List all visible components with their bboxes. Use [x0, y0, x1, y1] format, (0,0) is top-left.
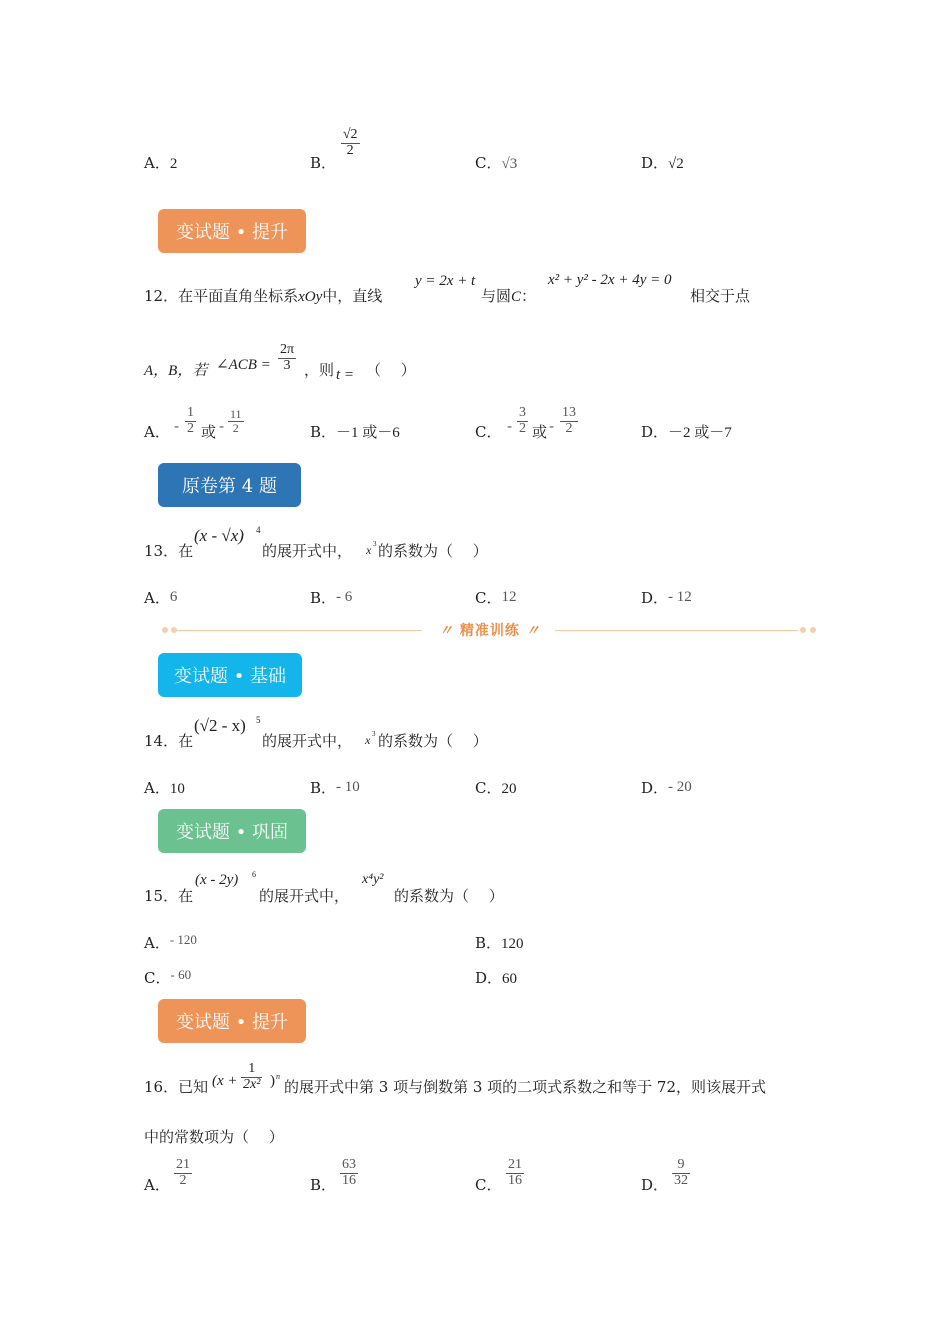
numerator: 21	[508, 1157, 522, 1172]
option-value: - 120	[169, 932, 197, 947]
option-fraction	[341, 128, 360, 158]
question-16	[144, 1060, 824, 1104]
q13-options	[144, 587, 784, 607]
q16-option-b	[340, 1158, 358, 1188]
q11-option-b	[310, 128, 360, 173]
option-label: A．	[144, 779, 170, 797]
badge-original-question	[158, 463, 301, 507]
q12-text: 与圆	[481, 287, 512, 305]
option-value: - 12	[668, 589, 692, 605]
question-number: 15．	[144, 887, 179, 905]
numerator: 13	[562, 405, 576, 420]
numerator: 11	[230, 407, 242, 421]
q15-option-d	[475, 967, 517, 988]
denominator: 16	[342, 1172, 356, 1188]
option-value: 60	[502, 971, 518, 987]
q13-option-c	[475, 587, 516, 608]
denominator: 2	[187, 420, 194, 436]
numerator: 2π	[280, 342, 295, 357]
badge-label: 变试题 • 提升	[175, 1012, 289, 1033]
option-label: D．	[475, 969, 503, 987]
exponent: n	[276, 1072, 280, 1081]
q13-text: 的系数为（ ）	[378, 542, 488, 560]
q14-options	[144, 777, 784, 797]
q15-option-c	[144, 967, 191, 988]
option-value: 12	[501, 589, 517, 605]
option-label: B．	[310, 1176, 337, 1194]
question-14	[144, 715, 784, 749]
option-fraction	[228, 408, 244, 434]
option-value: - 6	[336, 589, 353, 605]
q14-text: 的展开式中，	[262, 732, 353, 750]
numerator: √2	[342, 127, 358, 142]
option-label: C．	[144, 969, 171, 987]
q16-options	[144, 1158, 784, 1202]
option-label: C．	[475, 1176, 502, 1194]
denominator: 16	[508, 1172, 522, 1188]
option-label: A．	[144, 934, 170, 952]
minus-sign: -	[174, 417, 180, 435]
q16-text: 的展开式中第 3 项与倒数第 3 项的二项式系数之和等于 72，则该展开式	[284, 1078, 767, 1096]
option-fraction	[560, 406, 578, 436]
q16-text-line2: 中的常数项为（ ）	[144, 1128, 284, 1146]
q16-option-c	[506, 1158, 524, 1188]
question-15	[144, 870, 784, 904]
q15-text: 的展开式中，	[259, 887, 350, 905]
option-label: A．	[144, 1176, 170, 1194]
denominator: 2	[232, 420, 239, 435]
question-13	[144, 525, 784, 559]
q14-text: 在	[178, 732, 194, 750]
divider-label	[439, 620, 541, 640]
q16-option-a	[174, 1158, 192, 1188]
q12-circle-text	[481, 285, 536, 306]
minus-sign: -	[219, 417, 225, 435]
t-expr: t =	[336, 367, 355, 383]
q12-option-d	[641, 421, 732, 442]
q13-option-b	[310, 587, 352, 608]
badge-label: 变试题 • 巩固	[175, 822, 289, 843]
badge-variant-upgrade	[158, 999, 306, 1043]
exponent: 4	[256, 525, 261, 535]
answer-blank: （ ）	[366, 361, 416, 379]
denominator: 2	[179, 1172, 187, 1188]
exponent: 5	[256, 715, 261, 725]
or-text: 或	[201, 423, 217, 441]
option-label: B．	[310, 589, 337, 607]
numerator: 21	[176, 1157, 190, 1172]
q14-option-d	[641, 777, 692, 798]
denominator: 3	[283, 357, 291, 373]
slash-deco-icon: 〃	[439, 623, 454, 639]
option-value: - 60	[170, 967, 192, 982]
option-value: - 10	[336, 779, 360, 795]
q16-option-d	[672, 1158, 690, 1188]
option-label: B．	[310, 423, 337, 441]
q12-line1	[144, 285, 382, 306]
q12-text: 中，直线	[322, 287, 383, 305]
option-value: 20	[501, 781, 517, 797]
option-value: 10	[169, 781, 185, 797]
binomial-expr: (x - 2y)	[195, 872, 239, 888]
divider-dot	[810, 627, 816, 633]
badge-variant-upgrade	[158, 209, 306, 253]
q13-option-a	[144, 587, 177, 608]
q15-options	[144, 932, 784, 992]
question-number: 14．	[144, 732, 179, 750]
q14-text: 的系数为（ ）	[378, 732, 488, 750]
q11-option-c	[475, 152, 517, 173]
option-value: 120	[501, 936, 524, 952]
question-number: 13．	[144, 542, 179, 560]
option-label: D．	[641, 589, 669, 607]
q12-option-b	[310, 421, 400, 442]
binomial-fraction	[241, 1062, 262, 1092]
divider-dot	[800, 627, 806, 633]
section-divider	[162, 622, 818, 638]
numerator: 63	[342, 1157, 356, 1172]
badge-variant-consolidate	[158, 809, 306, 853]
q13-prefix	[144, 540, 193, 561]
minus-sign: -	[507, 417, 513, 435]
option-label: C．	[475, 154, 502, 172]
term-var: x	[366, 543, 372, 557]
option-value: √3	[501, 156, 518, 172]
option-value: √2	[668, 156, 684, 172]
q12-text: 相交于点	[690, 287, 751, 305]
option-label: C．	[475, 779, 502, 797]
or-text: 或	[532, 423, 548, 441]
option-value: －1 或－6	[336, 425, 400, 441]
q15-text: 的系数为（ ）	[394, 887, 504, 905]
numerator: 3	[519, 405, 526, 420]
option-label: B．	[310, 779, 337, 797]
q12-var: xOy	[298, 289, 323, 305]
option-label: D．	[641, 779, 669, 797]
q16-prefix	[144, 1076, 208, 1097]
divider-line	[555, 630, 798, 631]
q11-option-a	[144, 152, 177, 173]
q14-option-a	[144, 777, 185, 798]
option-label: B．	[475, 934, 502, 952]
numerator: 1	[187, 405, 194, 420]
circle-name: C	[511, 289, 522, 305]
q15-prefix	[144, 885, 193, 906]
badge-label: 原卷第 4 题	[182, 476, 277, 497]
denominator: 32	[674, 1172, 688, 1188]
exponent: 6	[252, 870, 256, 879]
q15-option-a	[144, 932, 197, 953]
q15-text: 在	[178, 887, 194, 905]
q14-option-c	[475, 777, 516, 798]
denominator: 2x²	[243, 1076, 261, 1092]
angle-expr: ∠ACB =	[216, 357, 271, 373]
slash-deco-icon: 〃	[525, 623, 541, 639]
question-number: 16．	[144, 1078, 179, 1096]
option-label: D．	[641, 154, 669, 172]
option-label: A．	[144, 423, 170, 441]
option-value: - 20	[668, 779, 692, 795]
binomial-expr: (√2 - x)	[194, 716, 246, 735]
q12-text: ，则	[304, 361, 335, 379]
option-fraction	[185, 406, 196, 436]
numerator: 9	[672, 1158, 690, 1174]
option-fraction	[517, 406, 528, 436]
term-var: x	[365, 733, 371, 747]
divider-text: 精准训练	[459, 623, 520, 639]
denominator: 2	[346, 142, 354, 158]
binomial-expr: (x - √x)	[194, 526, 244, 545]
numerator: 1	[241, 1062, 262, 1078]
q16-text: 已知	[178, 1078, 209, 1096]
q12-text: ：	[521, 287, 537, 305]
denominator: 2	[565, 420, 573, 436]
angle-fraction	[278, 343, 296, 373]
q14-prefix	[144, 730, 193, 751]
binomial-expr: (x +	[212, 1073, 238, 1089]
q15-option-b	[475, 932, 524, 953]
q12-points: A，B，若	[144, 363, 208, 379]
q11-option-d	[641, 152, 684, 173]
denominator: 2	[519, 420, 526, 436]
line-equation: y = 2x + t	[415, 273, 476, 289]
term-exponent: 3	[372, 730, 376, 738]
option-value: 6	[169, 589, 178, 605]
badge-label: 变试题 • 提升	[175, 222, 289, 243]
option-label: A．	[144, 154, 170, 172]
term-expr: x⁴y²	[362, 872, 384, 887]
option-value: －2 或－7	[668, 425, 732, 441]
q13-option-d	[641, 587, 692, 608]
q13-text: 在	[178, 542, 194, 560]
badge-variant-basic	[158, 653, 302, 697]
option-label: C．	[475, 589, 502, 607]
term-exponent: 3	[373, 540, 377, 548]
q12-options	[144, 405, 784, 449]
option-value: 2	[169, 156, 178, 172]
q14-option-b	[310, 777, 360, 798]
option-label: A．	[144, 589, 170, 607]
binomial-close: )	[270, 1073, 275, 1089]
circle-equation: x² + y² - 2x + 4y = 0	[548, 272, 672, 288]
option-label: B．	[310, 154, 337, 172]
q12-option-a	[144, 421, 170, 442]
divider-line	[176, 630, 422, 631]
divider-dot	[162, 627, 168, 633]
question-number: 12．	[144, 287, 179, 305]
badge-label: 变试题 • 基础	[173, 666, 287, 687]
minus-sign: -	[549, 417, 555, 435]
option-label: D．	[641, 423, 669, 441]
q12-option-c	[475, 421, 501, 442]
q13-text: 的展开式中，	[262, 542, 353, 560]
option-label: D．	[641, 1176, 669, 1194]
option-label: C．	[475, 423, 502, 441]
q12-text: 在平面直角坐标系	[178, 287, 299, 305]
